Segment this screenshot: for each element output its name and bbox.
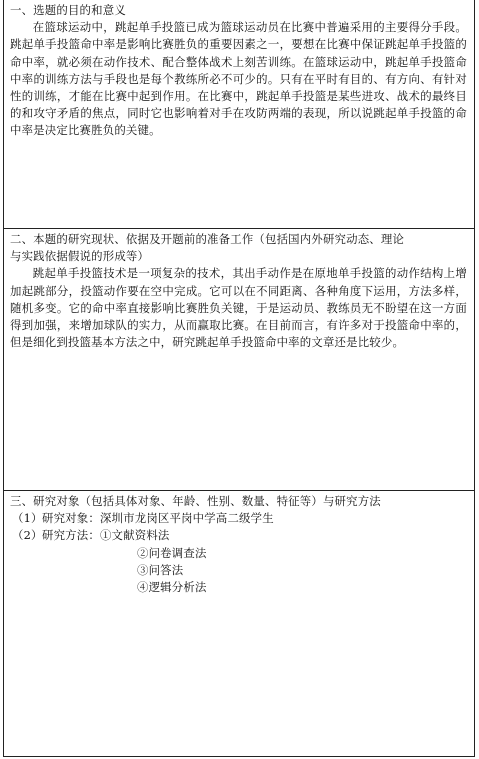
research-method-text: 研究方法：①文献资料法 <box>42 528 170 543</box>
method-item: ③问答法 <box>137 562 184 577</box>
section-research-status-heading-line2: 与实践依据假说的形成等） <box>10 249 150 264</box>
item-number: （2） <box>12 528 43 543</box>
research-object-row <box>10 510 467 527</box>
item-number: （1） <box>12 511 43 526</box>
section-purpose <box>4 0 474 229</box>
proposal-form-table <box>3 0 475 757</box>
section-research-status <box>4 229 474 491</box>
section-research-object-heading: 三、研究对象（包括具体对象、年龄、性别、数量、特征等）与研究方法 <box>10 494 381 508</box>
section-research-object <box>4 491 474 757</box>
section-purpose-paragraph: 在篮球运动中，跳起单手投篮已成为篮球运动员在比赛中普遍采用的主要得分手段。跳起单手投篮命中率是影响比赛胜负的重要因素之一，要想在比赛中保证跳起单手投篮的命中率，就必须在动作技术、配合整体战术上刻苦训练。在篮球运动中，跳起单手投篮命中率的训练方法与手段也是每个教练所必不可少的。只有在平时有目的、有方向、有针对性的训练，才能在比赛中起到作用。在比赛中，跳起单手投篮是某些进攻、战术的最终目的和攻守矛盾的焦点，同时它也影响着对手在攻防两端的表现，所以说跳起单手投篮的命中率是决定比赛胜负的关键。 <box>10 20 467 138</box>
section-research-status-paragraph: 跳起单手投篮技术是一项复杂的技术，其出手动作是在原地单手投篮的动作结构上增加起跳部分，投篮动作要在空中完成。它可以在不同距离、各种角度下运用，方法多样，随机多变。它的命中率直接影响比赛胜负关键，于是运动员、教练员无不盼望在这一方面得到加强，来增加球队的实力，从而赢取比赛。在目前而言，有许多对于投篮命中率的，但是细化到投篮基本方法之中，研究跳起单手投篮命中率的文章还是比较少。 <box>10 266 467 350</box>
research-method-row <box>10 527 467 544</box>
method-item: ②问卷调查法 <box>137 545 207 560</box>
method-list <box>10 545 467 597</box>
research-object-text: 研究对象：深圳市龙岗区平岗中学高二级学生 <box>42 511 274 526</box>
method-item: ④逻辑分析法 <box>137 580 207 595</box>
section-research-status-heading-line1: 二、本题的研究现状、依据及开题前的准备工作（包括国内外研究动态、理论 <box>10 232 405 246</box>
section-purpose-heading: 一、选题的目的和意义 <box>10 3 126 17</box>
